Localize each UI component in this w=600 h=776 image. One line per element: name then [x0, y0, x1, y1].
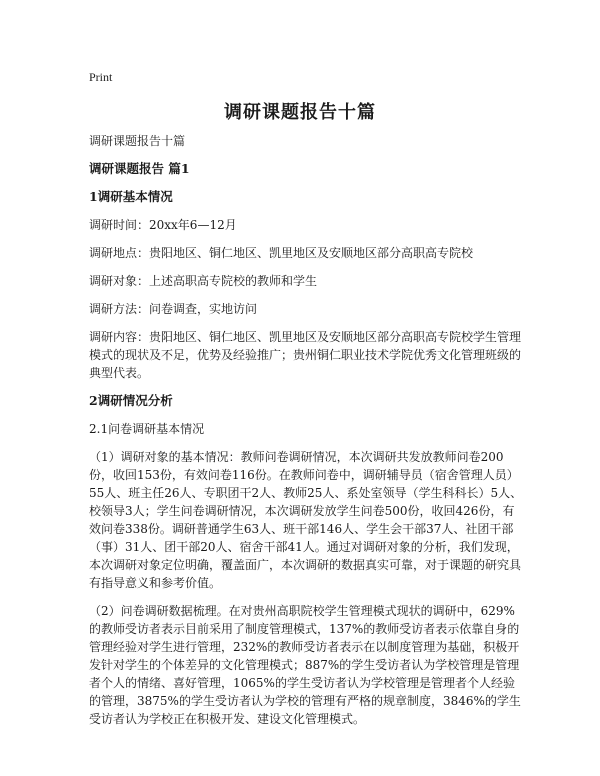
- research-time: 调研时间：20xx年6—12月: [89, 218, 237, 232]
- page-title: 调研课题报告十篇: [224, 102, 376, 123]
- subsection-heading: 2.1问卷调研基本情况: [89, 422, 205, 436]
- article-heading: 调研课题报告 篇1: [89, 161, 190, 176]
- research-content: 调研内容：贵阳地区、铜仁地区、凯里地区及安顺地区部分高职高专院校学生管理模式的现状及不足，优势及经验推广；贵州铜仁职业技术学院优秀文化管理班级的典型代表。: [89, 330, 522, 380]
- print-link[interactable]: Print: [89, 70, 113, 84]
- document-body: [89, 132, 525, 728]
- paragraph-survey-subjects: （1）调研对象的基本情况：教师问卷调研情况，本次调研共发放教师问卷200份，收回153份，有效问卷116份。在教师问卷中，调研辅导员（宿舍管理人员）55人、班主任26人、专职团干2人、教师25人、系处室领导（学生科科长）5人、校领导3人；学生问卷调研情况，本次调研发放学生问卷500份，收回426份，有效问卷338份。调研普通学生63人、班干部146人、学生会干部37人、社团干部（事）31人、团干部20人、宿舍干部41人。通过对调研对象的分析，我们发现，本次调研对象定位明确，覆盖面广，本次调研的数据真实可靠，对于课题的研究具有指导意义和参考价值。: [89, 450, 523, 590]
- research-location: 调研地点：贵阳地区、铜仁地区、凯里地区及安顺地区部分高职高专院校: [89, 246, 474, 260]
- research-subject: 调研对象：上述高职高专院校的教师和学生: [89, 274, 318, 288]
- section-heading-analysis: 2调研情况分析: [89, 393, 173, 408]
- paragraph-survey-data: （2）问卷调研数据梳理。在对贵州高职院校学生管理模式现状的调研中，629%的教师受访者表示目前采用了制度管理模式，137%的教师受访者表示依靠自身的管理经验对学生进行管理，232%的教师受访者表示在以制度管理为基础，积极开发针对学生的个体差异的文化管理模式；887%的学生受访者认为学校管理是管理者个人的情绪、喜好管理，1065%的学生受访者认为学校管理是管理者个人经验的管理，3875%的学生受访者认为学校的管理有严格的规章制度，3846%的学生受访者认为学校正在积极开发、建设文化管理模式。: [89, 604, 521, 726]
- document-subtitle: 调研课题报告十篇: [89, 134, 186, 148]
- section-heading-basic: 1调研基本情况: [89, 189, 173, 204]
- research-method: 调研方法：问卷调查，实地访问: [89, 302, 258, 316]
